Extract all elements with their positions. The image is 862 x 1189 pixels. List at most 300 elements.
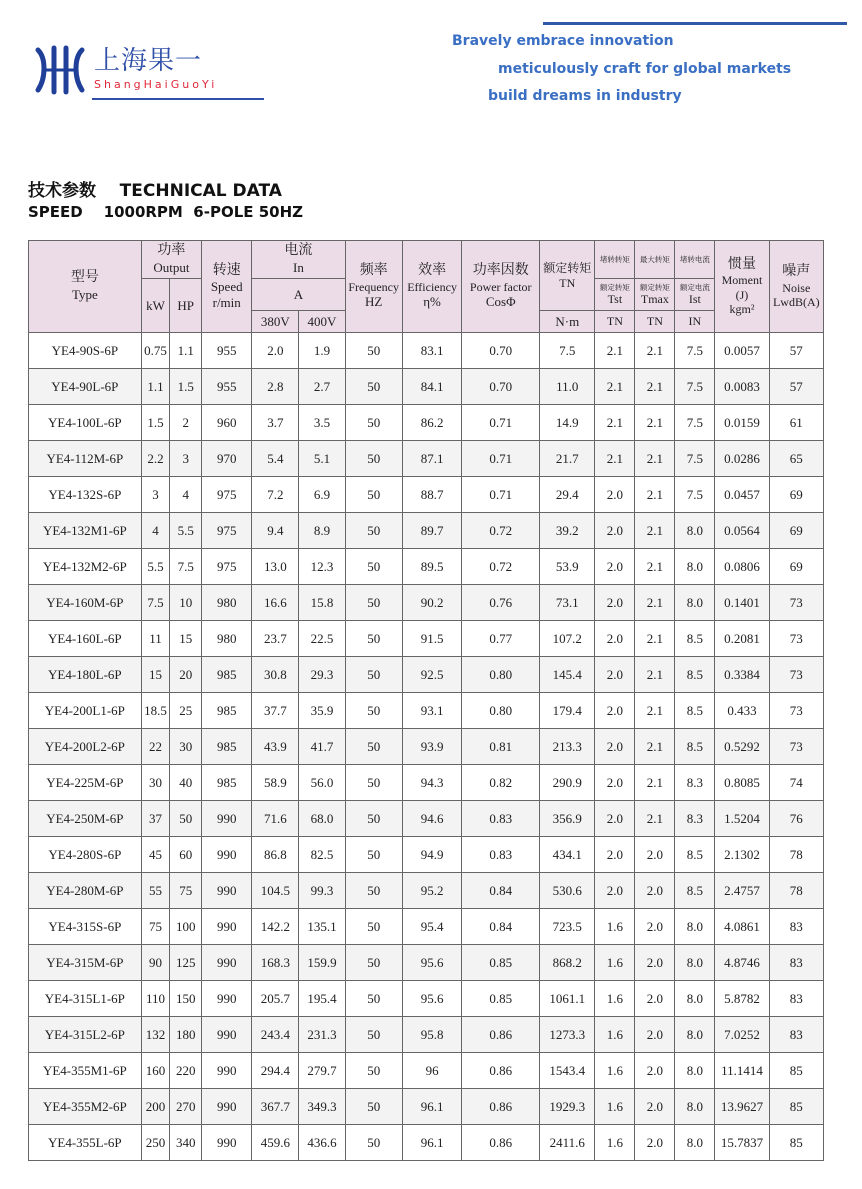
cell-rated-torque: 1273.3 <box>540 1017 595 1053</box>
cell-power-factor: 0.83 <box>462 801 540 837</box>
cell-hp: 10 <box>170 585 202 621</box>
cell-hp: 3 <box>170 441 202 477</box>
cell-inertia: 7.0252 <box>715 1017 769 1053</box>
header-pf-unit: CosΦ <box>485 294 516 310</box>
cell-current-400v: 15.8 <box>299 585 345 621</box>
cell-frequency: 50 <box>345 405 402 441</box>
header-output-cn: 功率 <box>157 243 186 259</box>
cell-type: YE4-280S-6P <box>29 837 142 873</box>
cell-current-380v: 7.2 <box>252 477 299 513</box>
cell-noise: 73 <box>769 657 823 693</box>
cell-lr-torque-ratio: 2.0 <box>595 477 635 513</box>
header-noise-en: Noise <box>782 280 811 295</box>
header-efficiency <box>402 241 461 333</box>
cell-current-400v: 1.9 <box>299 333 345 369</box>
header-torque-unit: N·m <box>540 311 595 333</box>
cell-kw: 18.5 <box>141 693 170 729</box>
cell-speed: 985 <box>202 765 252 801</box>
cell-inertia: 0.0457 <box>715 477 769 513</box>
header-type-en: Type <box>71 287 98 303</box>
cell-max-torque-ratio: 2.0 <box>635 945 675 981</box>
cell-current-380v: 459.6 <box>252 1125 299 1161</box>
cell-inertia: 0.0083 <box>715 369 769 405</box>
logo-text-en: ShangHaiGuoYi <box>94 78 218 91</box>
cell-power-factor: 0.86 <box>462 1089 540 1125</box>
cell-efficiency: 89.5 <box>402 549 461 585</box>
cell-rated-torque: 29.4 <box>540 477 595 513</box>
cell-lr-current-ratio: 8.3 <box>675 801 715 837</box>
cell-speed: 955 <box>202 369 252 405</box>
cell-hp: 1.1 <box>170 333 202 369</box>
cell-lr-current-ratio: 8.0 <box>675 981 715 1017</box>
cell-kw: 75 <box>141 909 170 945</box>
header-speed-cn: 转速 <box>212 262 241 278</box>
cell-current-380v: 86.8 <box>252 837 299 873</box>
cell-kw: 1.1 <box>141 369 170 405</box>
header-lr-torque-top <box>595 241 635 279</box>
cell-hp: 30 <box>170 729 202 765</box>
cell-max-torque-ratio: 2.1 <box>635 513 675 549</box>
cell-lr-current-ratio: 8.5 <box>675 693 715 729</box>
header-max-torque-mid: 额定转矩 <box>639 282 670 292</box>
header-pf-cn: 功率因数 <box>472 263 529 279</box>
header-lr-torque-ratio <box>595 279 635 311</box>
cell-lr-current-ratio: 7.5 <box>675 369 715 405</box>
cell-efficiency: 94.6 <box>402 801 461 837</box>
header-output-en: Output <box>153 260 190 276</box>
cell-kw: 5.5 <box>141 549 170 585</box>
cell-rated-torque: 39.2 <box>540 513 595 549</box>
page-title: 技术参数 TECHNICAL DATA <box>28 181 282 201</box>
header-lr-torque-sym: Tst <box>607 291 623 306</box>
table-row <box>29 369 824 405</box>
header-eff-en: Efficiency <box>407 279 457 294</box>
cell-kw: 7.5 <box>141 585 170 621</box>
cell-inertia: 2.1302 <box>715 837 769 873</box>
cell-current-400v: 82.5 <box>299 837 345 873</box>
cell-lr-torque-ratio: 1.6 <box>595 909 635 945</box>
cell-type: YE4-280M-6P <box>29 873 142 909</box>
header-max-torque-ratio <box>635 279 675 311</box>
cell-rated-torque: 356.9 <box>540 801 595 837</box>
cell-max-torque-ratio: 2.1 <box>635 549 675 585</box>
cell-power-factor: 0.84 <box>462 873 540 909</box>
cell-speed: 990 <box>202 981 252 1017</box>
cell-inertia: 5.8782 <box>715 981 769 1017</box>
table-row <box>29 873 824 909</box>
cell-current-380v: 23.7 <box>252 621 299 657</box>
table-body <box>29 333 824 1161</box>
cell-lr-torque-ratio: 2.1 <box>595 441 635 477</box>
cell-type: YE4-90L-6P <box>29 369 142 405</box>
cell-current-380v: 71.6 <box>252 801 299 837</box>
cell-power-factor: 0.81 <box>462 729 540 765</box>
cell-current-400v: 159.9 <box>299 945 345 981</box>
cell-noise: 85 <box>769 1125 823 1161</box>
cell-inertia: 0.8085 <box>715 765 769 801</box>
cell-efficiency: 95.8 <box>402 1017 461 1053</box>
cell-efficiency: 92.5 <box>402 657 461 693</box>
header-max-torque-top <box>635 241 675 279</box>
cell-max-torque-ratio: 2.1 <box>635 441 675 477</box>
cell-hp: 60 <box>170 837 202 873</box>
cell-speed: 970 <box>202 441 252 477</box>
cell-type: YE4-90S-6P <box>29 333 142 369</box>
table-row <box>29 1089 824 1125</box>
cell-lr-torque-ratio: 2.0 <box>595 765 635 801</box>
cell-lr-torque-ratio: 1.6 <box>595 981 635 1017</box>
cell-noise: 69 <box>769 549 823 585</box>
cell-frequency: 50 <box>345 1089 402 1125</box>
header-lr-current-mid: 额定电流 <box>679 282 710 292</box>
company-logo <box>32 40 272 110</box>
cell-max-torque-ratio: 2.1 <box>635 657 675 693</box>
table-row <box>29 837 824 873</box>
header-400v: 400V <box>299 311 345 333</box>
cell-kw: 22 <box>141 729 170 765</box>
cell-rated-torque: 1929.3 <box>540 1089 595 1125</box>
cell-lr-torque-ratio: 2.0 <box>595 801 635 837</box>
cell-max-torque-ratio: 2.1 <box>635 621 675 657</box>
cell-lr-torque-ratio: 2.0 <box>595 585 635 621</box>
cell-inertia: 0.0057 <box>715 333 769 369</box>
cell-current-380v: 168.3 <box>252 945 299 981</box>
cell-kw: 90 <box>141 945 170 981</box>
cell-efficiency: 91.5 <box>402 621 461 657</box>
cell-type: YE4-250M-6P <box>29 801 142 837</box>
cell-frequency: 50 <box>345 765 402 801</box>
cell-hp: 50 <box>170 801 202 837</box>
table-row <box>29 729 824 765</box>
cell-efficiency: 95.6 <box>402 945 461 981</box>
header-lr-current-top <box>675 241 715 279</box>
cell-current-400v: 68.0 <box>299 801 345 837</box>
cell-lr-current-ratio: 8.3 <box>675 765 715 801</box>
cell-lr-current-ratio: 8.0 <box>675 513 715 549</box>
cell-efficiency: 83.1 <box>402 333 461 369</box>
header-type-cn: 型号 <box>70 270 99 286</box>
cell-efficiency: 94.9 <box>402 837 461 873</box>
cell-frequency: 50 <box>345 837 402 873</box>
cell-frequency: 50 <box>345 441 402 477</box>
header-frequency <box>345 241 402 333</box>
logo-text-cn: 上海果一 <box>94 46 203 76</box>
cell-lr-current-ratio: 8.5 <box>675 873 715 909</box>
cell-efficiency: 90.2 <box>402 585 461 621</box>
cell-type: YE4-112M-6P <box>29 441 142 477</box>
cell-current-380v: 58.9 <box>252 765 299 801</box>
cell-type: YE4-200L2-6P <box>29 729 142 765</box>
cell-current-380v: 367.7 <box>252 1089 299 1125</box>
cell-lr-torque-ratio: 1.6 <box>595 1017 635 1053</box>
table-row <box>29 549 824 585</box>
cell-type: YE4-225M-6P <box>29 765 142 801</box>
cell-kw: 37 <box>141 801 170 837</box>
cell-speed: 990 <box>202 1125 252 1161</box>
cell-frequency: 50 <box>345 873 402 909</box>
cell-max-torque-ratio: 2.0 <box>635 837 675 873</box>
cell-max-torque-ratio: 2.0 <box>635 1053 675 1089</box>
header-freq-unit: HZ <box>365 294 383 310</box>
cell-hp: 125 <box>170 945 202 981</box>
header-rule <box>543 22 847 25</box>
cell-max-torque-ratio: 2.1 <box>635 765 675 801</box>
cell-inertia: 0.5292 <box>715 729 769 765</box>
cell-current-380v: 2.0 <box>252 333 299 369</box>
header-lr-current-den: IN <box>675 311 715 333</box>
cell-type: YE4-355L-6P <box>29 1125 142 1161</box>
cell-type: YE4-160M-6P <box>29 585 142 621</box>
header-speed <box>202 241 252 333</box>
cell-speed: 980 <box>202 621 252 657</box>
cell-current-380v: 3.7 <box>252 405 299 441</box>
cell-noise: 65 <box>769 441 823 477</box>
cell-lr-current-ratio: 8.0 <box>675 1089 715 1125</box>
cell-frequency: 50 <box>345 945 402 981</box>
cell-speed: 990 <box>202 1089 252 1125</box>
cell-type: YE4-132S-6P <box>29 477 142 513</box>
cell-speed: 975 <box>202 513 252 549</box>
cell-inertia: 0.0286 <box>715 441 769 477</box>
cell-noise: 83 <box>769 909 823 945</box>
cell-speed: 955 <box>202 333 252 369</box>
cell-efficiency: 95.4 <box>402 909 461 945</box>
cell-speed: 990 <box>202 1053 252 1089</box>
cell-type: YE4-132M2-6P <box>29 549 142 585</box>
header-current-unit: A <box>252 279 345 311</box>
cell-lr-current-ratio: 7.5 <box>675 405 715 441</box>
header-speed-en: Speed <box>210 279 243 295</box>
header-lr-torque-den: TN <box>595 311 635 333</box>
cell-noise: 78 <box>769 873 823 909</box>
cell-efficiency: 86.2 <box>402 405 461 441</box>
cell-power-factor: 0.82 <box>462 765 540 801</box>
cell-lr-torque-ratio: 2.1 <box>595 405 635 441</box>
cell-current-380v: 243.4 <box>252 1017 299 1053</box>
cell-max-torque-ratio: 2.1 <box>635 477 675 513</box>
cell-noise: 73 <box>769 729 823 765</box>
cell-rated-torque: 179.4 <box>540 693 595 729</box>
cell-lr-current-ratio: 8.5 <box>675 657 715 693</box>
cell-noise: 69 <box>769 477 823 513</box>
cell-max-torque-ratio: 2.0 <box>635 981 675 1017</box>
cell-inertia: 2.4757 <box>715 873 769 909</box>
cell-frequency: 50 <box>345 549 402 585</box>
cell-rated-torque: 213.3 <box>540 729 595 765</box>
cell-frequency: 50 <box>345 513 402 549</box>
cell-frequency: 50 <box>345 909 402 945</box>
header-noise-cn: 噪声 <box>782 263 811 279</box>
cell-max-torque-ratio: 2.0 <box>635 873 675 909</box>
cell-power-factor: 0.85 <box>462 981 540 1017</box>
cell-speed: 990 <box>202 909 252 945</box>
cell-current-400v: 6.9 <box>299 477 345 513</box>
cell-current-400v: 56.0 <box>299 765 345 801</box>
cell-power-factor: 0.85 <box>462 945 540 981</box>
cell-lr-torque-ratio: 2.1 <box>595 369 635 405</box>
header-hp: HP <box>170 279 202 333</box>
cell-type: YE4-315L1-6P <box>29 981 142 1017</box>
cell-current-380v: 37.7 <box>252 693 299 729</box>
cell-hp: 270 <box>170 1089 202 1125</box>
cell-rated-torque: 434.1 <box>540 837 595 873</box>
cell-power-factor: 0.80 <box>462 693 540 729</box>
cell-hp: 180 <box>170 1017 202 1053</box>
logo-mark <box>32 44 88 96</box>
cell-noise: 61 <box>769 405 823 441</box>
cell-frequency: 50 <box>345 981 402 1017</box>
cell-hp: 5.5 <box>170 513 202 549</box>
cell-current-380v: 13.0 <box>252 549 299 585</box>
cell-max-torque-ratio: 2.0 <box>635 1089 675 1125</box>
cell-power-factor: 0.71 <box>462 477 540 513</box>
cell-inertia: 0.0564 <box>715 513 769 549</box>
header-max-torque-label: 最大转矩 <box>639 255 670 264</box>
cell-rated-torque: 1061.1 <box>540 981 595 1017</box>
cell-speed: 980 <box>202 585 252 621</box>
header-380v: 380V <box>252 311 299 333</box>
cell-type: YE4-355M2-6P <box>29 1089 142 1125</box>
cell-speed: 975 <box>202 549 252 585</box>
table-row <box>29 945 824 981</box>
header-kw: kW <box>141 279 170 333</box>
cell-frequency: 50 <box>345 585 402 621</box>
cell-max-torque-ratio: 2.1 <box>635 693 675 729</box>
cell-hp: 40 <box>170 765 202 801</box>
cell-power-factor: 0.84 <box>462 909 540 945</box>
cell-efficiency: 96.1 <box>402 1125 461 1161</box>
slogan-line-2: meticulously craft for global markets <box>498 61 792 77</box>
cell-rated-torque: 145.4 <box>540 657 595 693</box>
cell-max-torque-ratio: 2.1 <box>635 585 675 621</box>
table-row <box>29 333 824 369</box>
cell-lr-torque-ratio: 1.6 <box>595 1125 635 1161</box>
table-row <box>29 1125 824 1161</box>
header-lr-current-sym: Ist <box>688 291 701 306</box>
cell-power-factor: 0.72 <box>462 513 540 549</box>
cell-current-380v: 2.8 <box>252 369 299 405</box>
cell-lr-torque-ratio: 2.0 <box>595 621 635 657</box>
cell-speed: 985 <box>202 657 252 693</box>
cell-speed: 990 <box>202 837 252 873</box>
cell-current-400v: 41.7 <box>299 729 345 765</box>
cell-rated-torque: 21.7 <box>540 441 595 477</box>
cell-rated-torque: 14.9 <box>540 405 595 441</box>
header-max-torque-sym: Tmax <box>640 291 669 306</box>
header-output <box>141 241 201 279</box>
header-lr-current-ratio <box>675 279 715 311</box>
header-freq-en: Frequency <box>348 279 400 294</box>
cell-current-380v: 9.4 <box>252 513 299 549</box>
cell-type: YE4-315S-6P <box>29 909 142 945</box>
cell-rated-torque: 2411.6 <box>540 1125 595 1161</box>
cell-lr-torque-ratio: 2.0 <box>595 657 635 693</box>
table-row <box>29 441 824 477</box>
cell-noise: 73 <box>769 693 823 729</box>
cell-efficiency: 93.1 <box>402 693 461 729</box>
cell-inertia: 13.9627 <box>715 1089 769 1125</box>
cell-current-400v: 29.3 <box>299 657 345 693</box>
cell-kw: 160 <box>141 1053 170 1089</box>
cell-lr-current-ratio: 8.0 <box>675 549 715 585</box>
cell-max-torque-ratio: 2.1 <box>635 333 675 369</box>
cell-speed: 975 <box>202 477 252 513</box>
cell-frequency: 50 <box>345 693 402 729</box>
cell-max-torque-ratio: 2.0 <box>635 1017 675 1053</box>
cell-lr-torque-ratio: 2.0 <box>595 693 635 729</box>
cell-kw: 132 <box>141 1017 170 1053</box>
header-max-torque-den: TN <box>635 311 675 333</box>
cell-efficiency: 94.3 <box>402 765 461 801</box>
cell-power-factor: 0.72 <box>462 549 540 585</box>
cell-kw: 30 <box>141 765 170 801</box>
table-row <box>29 801 824 837</box>
cell-lr-current-ratio: 8.0 <box>675 1125 715 1161</box>
header-inertia-unit: kgm² <box>729 302 755 317</box>
cell-inertia: 1.5204 <box>715 801 769 837</box>
cell-power-factor: 0.70 <box>462 333 540 369</box>
cell-speed: 990 <box>202 1017 252 1053</box>
header-noise <box>769 241 823 333</box>
cell-kw: 1.5 <box>141 405 170 441</box>
cell-current-380v: 30.8 <box>252 657 299 693</box>
cell-hp: 2 <box>170 405 202 441</box>
header-noise-unit: LwdB(A) <box>772 294 820 309</box>
table-row <box>29 657 824 693</box>
cell-frequency: 50 <box>345 369 402 405</box>
slogan-line-1: Bravely embrace innovation <box>452 33 674 49</box>
cell-current-400v: 12.3 <box>299 549 345 585</box>
header-lr-current-label: 堵转电流 <box>679 255 710 264</box>
table-row <box>29 585 824 621</box>
cell-inertia: 4.0861 <box>715 909 769 945</box>
cell-frequency: 50 <box>345 729 402 765</box>
cell-current-380v: 294.4 <box>252 1053 299 1089</box>
cell-power-factor: 0.71 <box>462 441 540 477</box>
cell-noise: 73 <box>769 585 823 621</box>
cell-noise: 57 <box>769 369 823 405</box>
cell-max-torque-ratio: 2.0 <box>635 909 675 945</box>
cell-efficiency: 96.1 <box>402 1089 461 1125</box>
cell-efficiency: 95.6 <box>402 981 461 1017</box>
cell-hp: 7.5 <box>170 549 202 585</box>
cell-lr-torque-ratio: 1.6 <box>595 1053 635 1089</box>
cell-lr-torque-ratio: 2.0 <box>595 837 635 873</box>
table-row <box>29 909 824 945</box>
cell-rated-torque: 290.9 <box>540 765 595 801</box>
cell-power-factor: 0.71 <box>462 405 540 441</box>
header-power-factor <box>462 241 540 333</box>
cell-noise: 83 <box>769 981 823 1017</box>
cell-kw: 110 <box>141 981 170 1017</box>
cell-power-factor: 0.77 <box>462 621 540 657</box>
cell-power-factor: 0.70 <box>462 369 540 405</box>
cell-frequency: 50 <box>345 1053 402 1089</box>
cell-hp: 20 <box>170 657 202 693</box>
header-current-cn: 电流 <box>284 243 313 259</box>
cell-inertia: 4.8746 <box>715 945 769 981</box>
table-row <box>29 1053 824 1089</box>
cell-current-400v: 436.6 <box>299 1125 345 1161</box>
header-current <box>252 241 345 279</box>
cell-speed: 990 <box>202 945 252 981</box>
cell-lr-current-ratio: 8.5 <box>675 729 715 765</box>
cell-efficiency: 88.7 <box>402 477 461 513</box>
cell-hp: 340 <box>170 1125 202 1161</box>
cell-inertia: 0.0806 <box>715 549 769 585</box>
cell-current-400v: 99.3 <box>299 873 345 909</box>
cell-type: YE4-132M1-6P <box>29 513 142 549</box>
